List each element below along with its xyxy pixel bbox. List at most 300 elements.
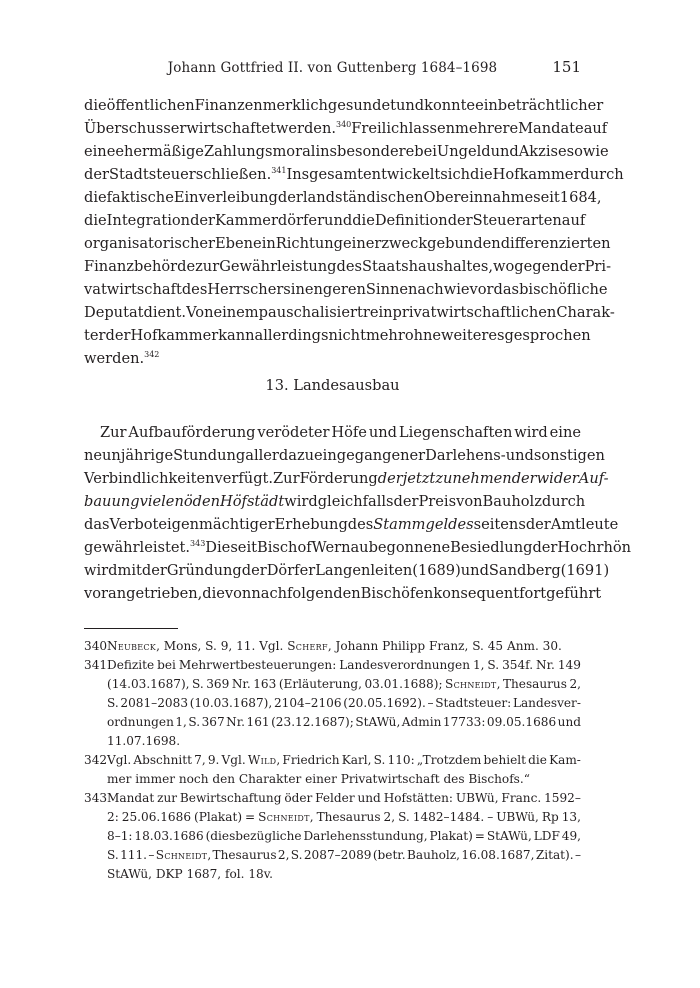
word: –	[148, 848, 155, 862]
word: Verbindlichkeiten	[84, 470, 215, 487]
word: Charak-	[556, 304, 615, 321]
word: Johann	[335, 639, 383, 653]
word: einem	[213, 304, 259, 321]
word: gewährleistet.$^{343}$	[84, 539, 206, 556]
word: gesprochen	[504, 327, 591, 344]
word: rein	[362, 304, 393, 321]
word: Definition	[374, 212, 448, 229]
word: 1482–1484.	[412, 810, 485, 824]
word: (Erläuterung,	[278, 677, 362, 691]
word: das	[84, 516, 110, 533]
body-line	[84, 467, 609, 490]
word: 2:	[107, 810, 119, 824]
word: 369	[206, 677, 230, 691]
word: zur	[157, 791, 178, 805]
word: Bewirtschaftung	[179, 791, 282, 805]
word: Darlehensstundung,	[303, 829, 428, 843]
word: 1687,	[186, 867, 225, 881]
word: des	[336, 258, 362, 275]
word: noch	[178, 772, 213, 786]
footnote-number: 341	[84, 658, 108, 672]
word: aller	[245, 447, 279, 464]
word: der	[393, 493, 419, 510]
word: Hofstätten:	[383, 791, 454, 805]
word: 354f.	[502, 658, 534, 672]
word: =	[474, 829, 485, 843]
word: werden.$^{340}$	[275, 120, 352, 137]
word: die	[470, 166, 493, 183]
word: wird	[84, 562, 118, 579]
word: Philipp	[382, 639, 429, 653]
word: Zur	[273, 470, 300, 487]
word: mehr	[365, 327, 405, 344]
word: Admin	[401, 715, 442, 729]
word: 49,	[561, 829, 581, 843]
word: zweckgebunden	[381, 235, 501, 252]
footnote-line	[107, 675, 581, 694]
word: Nr.	[226, 715, 246, 729]
word: Dörfer	[266, 562, 316, 579]
word: Besiedlung	[450, 539, 533, 556]
word: verfügt.	[214, 470, 274, 487]
footnote-line	[84, 751, 581, 770]
word: Mandat	[107, 791, 155, 805]
word: Gründung	[166, 562, 242, 579]
word: Friedrich	[282, 753, 340, 767]
word: die	[84, 189, 107, 206]
word: Mons,	[163, 639, 206, 653]
word: Pri-	[584, 258, 612, 275]
word: Sinne	[365, 281, 409, 298]
word: konsequent	[433, 585, 520, 602]
word: öffentlichen	[106, 97, 195, 114]
word: und	[557, 715, 581, 729]
word: Finanzbehörde	[84, 258, 196, 275]
word: Zur	[100, 424, 127, 441]
word: erwirtschaftet	[170, 120, 276, 137]
word: S.	[107, 848, 119, 862]
word: öder	[284, 791, 313, 805]
word: Amtleute	[550, 516, 619, 533]
word: Bischof	[256, 539, 312, 556]
word: Richtung	[275, 235, 344, 252]
word: der	[190, 212, 216, 229]
footnote-line	[107, 713, 581, 732]
word: auf	[561, 212, 586, 229]
body-line	[84, 513, 619, 536]
word: Höfe	[331, 424, 367, 441]
word: privatwirtschaftlichen	[392, 304, 557, 321]
body-line	[84, 209, 586, 232]
word: den	[212, 772, 239, 786]
body-line	[84, 94, 604, 117]
word: Privatwirtschaft	[340, 772, 444, 786]
word: (23.12.1687);	[271, 715, 354, 729]
word: 2,	[383, 810, 396, 824]
word: konnte	[424, 97, 476, 114]
word: öden	[183, 493, 221, 510]
word: das	[493, 281, 520, 298]
word: S.	[373, 753, 386, 767]
word: Mehrwertbesteuerungen:	[178, 658, 337, 672]
word: 09.05.1686	[486, 715, 557, 729]
word: und	[396, 97, 425, 114]
word: Bauholz	[482, 493, 542, 510]
word: bauung	[84, 493, 140, 510]
word: =	[245, 810, 256, 824]
word: engeren	[304, 281, 366, 298]
word: Einverleibung	[173, 189, 278, 206]
word: 25.06.1686	[121, 810, 192, 824]
word: Schneidt,	[155, 848, 212, 862]
word: Kammerdörfer	[215, 212, 325, 229]
word: Hofkammer	[130, 327, 219, 344]
word: wogegen	[493, 258, 560, 275]
word: S.	[107, 696, 119, 710]
word: verödeter	[257, 424, 330, 441]
body-line	[84, 140, 609, 163]
body-line	[84, 301, 615, 324]
word: und	[324, 212, 353, 229]
word: jetzt	[402, 470, 436, 487]
word: Hofkammer	[492, 166, 581, 183]
word: „Trotzdem	[416, 753, 482, 767]
word: 161	[246, 715, 270, 729]
body-line	[84, 536, 632, 559]
running-head-title: Johann Gottfried II. von Guttenberg 1684–1698	[167, 60, 498, 76]
word: Franz,	[428, 639, 473, 653]
word: nachfolgenden	[251, 585, 361, 602]
word: vorangetrieben,	[84, 585, 203, 602]
word: wie	[443, 281, 470, 298]
word: Stundung	[173, 447, 246, 464]
word: sonstigen	[533, 447, 605, 464]
word: Gewährleistung	[219, 258, 337, 275]
word: eine	[549, 424, 581, 441]
word: seit	[230, 539, 257, 556]
word: Wild,	[247, 753, 281, 767]
word: vor	[469, 281, 494, 298]
word: und	[460, 562, 489, 579]
word: Bauholz,	[406, 848, 461, 862]
word: die	[352, 212, 375, 229]
word: Wernau	[311, 539, 369, 556]
word: StAWü,	[107, 867, 156, 881]
word: Akzise	[518, 143, 567, 160]
body-line	[84, 559, 610, 582]
footnote-number: 343	[84, 791, 108, 805]
word: schließen.$^{341}$	[195, 166, 287, 183]
word: faktische	[106, 189, 174, 206]
word: 1,	[175, 715, 187, 729]
word: UBWü,	[455, 791, 499, 805]
word: (14.03.1687),	[107, 677, 190, 691]
word: vatwirtschaft	[84, 281, 182, 298]
word: S.	[472, 639, 488, 653]
word: Felder	[315, 791, 355, 805]
word: –	[487, 810, 494, 824]
word: Liegenschaften	[398, 424, 513, 441]
word: S.	[398, 810, 410, 824]
word: Plakat)	[429, 829, 473, 843]
footnote-number: 342	[84, 753, 108, 767]
word: Rp	[541, 810, 559, 824]
body-line	[84, 324, 591, 347]
word: auf	[583, 120, 608, 137]
word: durch	[580, 166, 624, 183]
word: Nr.	[535, 658, 555, 672]
word: StAWü,	[355, 715, 401, 729]
word: in	[290, 281, 305, 298]
word: bischöfliche	[519, 281, 608, 298]
footnote-line	[107, 770, 581, 789]
word: 13,	[561, 810, 581, 824]
word: bei	[157, 658, 176, 672]
word: (10.03.1687),	[189, 696, 273, 710]
word: gesundet	[327, 97, 396, 114]
word: 1,	[472, 658, 485, 672]
word: 9,	[220, 639, 237, 653]
word: (diesbezügliche	[205, 829, 302, 843]
word: seitens	[473, 516, 526, 533]
word: des	[443, 772, 469, 786]
word: (20.05.1692).	[343, 696, 426, 710]
word: 1684,	[559, 189, 602, 206]
body-line	[84, 186, 602, 209]
word: begonnene	[368, 539, 451, 556]
word: ohne	[404, 327, 442, 344]
word: immer	[135, 772, 179, 786]
word: Bischofs.“	[468, 772, 530, 786]
word: mehrere	[454, 120, 519, 137]
word: die	[84, 212, 107, 229]
page-number: 151	[552, 58, 581, 76]
word: Abschnitt	[133, 753, 192, 767]
word: 9.	[207, 753, 220, 767]
word: Insgesamt	[286, 166, 364, 183]
word: neunjährige	[84, 447, 174, 464]
word: Sandberg	[488, 562, 561, 579]
word: S.	[290, 848, 303, 862]
word: Schneidt,	[445, 677, 501, 691]
word: Die	[205, 539, 231, 556]
word: Förderung	[299, 470, 378, 487]
word: nach	[408, 281, 444, 298]
word: –	[574, 848, 581, 862]
word: eigenmächtiger	[158, 516, 275, 533]
word: der	[525, 516, 551, 533]
word: sich	[440, 166, 471, 183]
body-line	[84, 278, 608, 301]
word: Stadtsteuer	[108, 166, 196, 183]
word: der	[141, 562, 167, 579]
word: der	[532, 539, 558, 556]
word: S.	[205, 639, 221, 653]
footnote-line	[107, 694, 581, 713]
word: und	[505, 447, 534, 464]
footnote-line	[107, 846, 581, 865]
word: 2081–2083	[120, 696, 189, 710]
word: mer	[107, 772, 136, 786]
word: Schneidt,	[258, 810, 314, 824]
word: Verbot	[109, 516, 159, 533]
footnote-rule	[84, 628, 178, 629]
word: insbesondere	[315, 143, 415, 160]
word: Stadtsteuer:	[435, 696, 512, 710]
word: 7,	[194, 753, 206, 767]
word: –	[427, 696, 434, 710]
word: Thesaurus	[212, 848, 277, 862]
word: Auf-	[578, 470, 609, 487]
word: Hochrhön	[557, 539, 632, 556]
word: Integration	[106, 212, 191, 229]
word: 18.03.1686	[134, 829, 204, 843]
word: pauschalisiert	[258, 304, 363, 321]
word: mäßige	[149, 143, 204, 160]
word: (1689)	[412, 562, 461, 579]
word: von	[224, 585, 252, 602]
word: (1691)	[560, 562, 610, 579]
word: 163	[253, 677, 277, 691]
word: Mandate	[518, 120, 584, 137]
word: Preis	[418, 493, 457, 510]
word: 2104–2106	[273, 696, 342, 710]
word: und	[368, 424, 397, 441]
word: 2,	[569, 677, 581, 691]
word: dient.	[143, 304, 187, 321]
word: 2,	[277, 848, 290, 862]
word: seit	[533, 189, 560, 206]
word: Von	[186, 304, 214, 321]
word: nicht	[328, 327, 366, 344]
word: der	[377, 470, 403, 487]
word: Zitat).	[535, 848, 574, 862]
word: Herrschers	[207, 281, 291, 298]
word: Ungeld	[436, 143, 491, 160]
word: und	[357, 791, 381, 805]
footnote-line	[84, 637, 581, 656]
word: Aufbauförderung	[128, 424, 256, 441]
body-line	[84, 117, 608, 140]
word: 8–1:	[107, 829, 133, 843]
word: ein	[475, 97, 498, 114]
body-line	[84, 444, 605, 467]
footnote-line	[84, 656, 581, 675]
word: zunehmender	[435, 470, 537, 487]
word: LDF	[533, 829, 560, 843]
word: 2087–2089	[303, 848, 372, 862]
word: fol.	[225, 867, 249, 881]
word: weiteres	[441, 327, 505, 344]
word: der	[241, 562, 267, 579]
word: Freilich	[351, 120, 409, 137]
word: Karl,	[341, 753, 372, 767]
word: der	[105, 327, 131, 344]
word: von	[456, 493, 483, 510]
word: und	[490, 143, 519, 160]
word: Thesaurus	[502, 677, 567, 691]
word: mit	[117, 562, 142, 579]
word: Erhebung	[274, 516, 348, 533]
word: die	[84, 97, 107, 114]
word: die	[528, 753, 547, 767]
word: 110:	[387, 753, 415, 767]
word: StAWü,	[486, 829, 532, 843]
footnote-line	[107, 865, 581, 884]
word: Überschuss	[84, 120, 171, 137]
body-line	[84, 421, 581, 444]
word: Anm.	[506, 639, 543, 653]
word: S.	[188, 715, 201, 729]
word: ter	[84, 327, 106, 344]
word: des	[181, 281, 208, 298]
body-line	[84, 232, 611, 255]
word: 17733:	[442, 715, 486, 729]
word: Bischöfen	[360, 585, 434, 602]
word: 367	[201, 715, 225, 729]
word: S.	[192, 677, 204, 691]
word: DKP	[155, 867, 187, 881]
word: 30.	[542, 639, 562, 653]
footnote-number: 340	[84, 639, 108, 653]
word: dazu	[278, 447, 315, 464]
word: Thesaurus	[316, 810, 381, 824]
running-head	[84, 60, 581, 82]
word: Staatshaushaltes,	[361, 258, 493, 275]
word: einer	[343, 235, 382, 252]
footnote-line	[107, 732, 581, 751]
section-heading: 13. Landesausbau	[265, 377, 400, 394]
word: Finanzen	[194, 97, 263, 114]
word: eine	[84, 143, 116, 160]
word: 18v.	[248, 867, 273, 881]
footnote-line	[84, 789, 581, 808]
word: Langenleiten	[315, 562, 413, 579]
body-line	[84, 163, 624, 186]
word: durch	[541, 493, 586, 510]
word: gleichfalls	[317, 493, 394, 510]
word: eher	[115, 143, 149, 160]
word: Vgl.	[107, 753, 132, 767]
word: der	[84, 166, 109, 183]
word: UBWü,	[496, 810, 539, 824]
word: Charakter	[238, 772, 306, 786]
word: (Plakat)	[194, 810, 243, 824]
word: Franc.	[501, 791, 542, 805]
word: Ebene	[215, 235, 262, 252]
word: Steuerarten	[472, 212, 562, 229]
word: der	[447, 212, 473, 229]
word: sowie	[566, 143, 609, 160]
word: Kam-	[549, 753, 581, 767]
body-line	[84, 347, 581, 370]
word: allerdings	[254, 327, 329, 344]
word: ordnungen	[107, 715, 174, 729]
word: die	[202, 585, 225, 602]
body-line	[84, 490, 586, 513]
word: wird	[284, 493, 318, 510]
word: der	[559, 258, 585, 275]
word: zur	[195, 258, 220, 275]
word: merklich	[262, 97, 328, 114]
word: Scherf,	[287, 639, 336, 653]
word: Deputat	[84, 304, 144, 321]
word: einer	[305, 772, 341, 786]
word: Defizite	[107, 658, 155, 672]
word: werden.$^{342}$	[84, 350, 160, 367]
word: vielen	[139, 493, 184, 510]
word: differenzierten	[500, 235, 611, 252]
